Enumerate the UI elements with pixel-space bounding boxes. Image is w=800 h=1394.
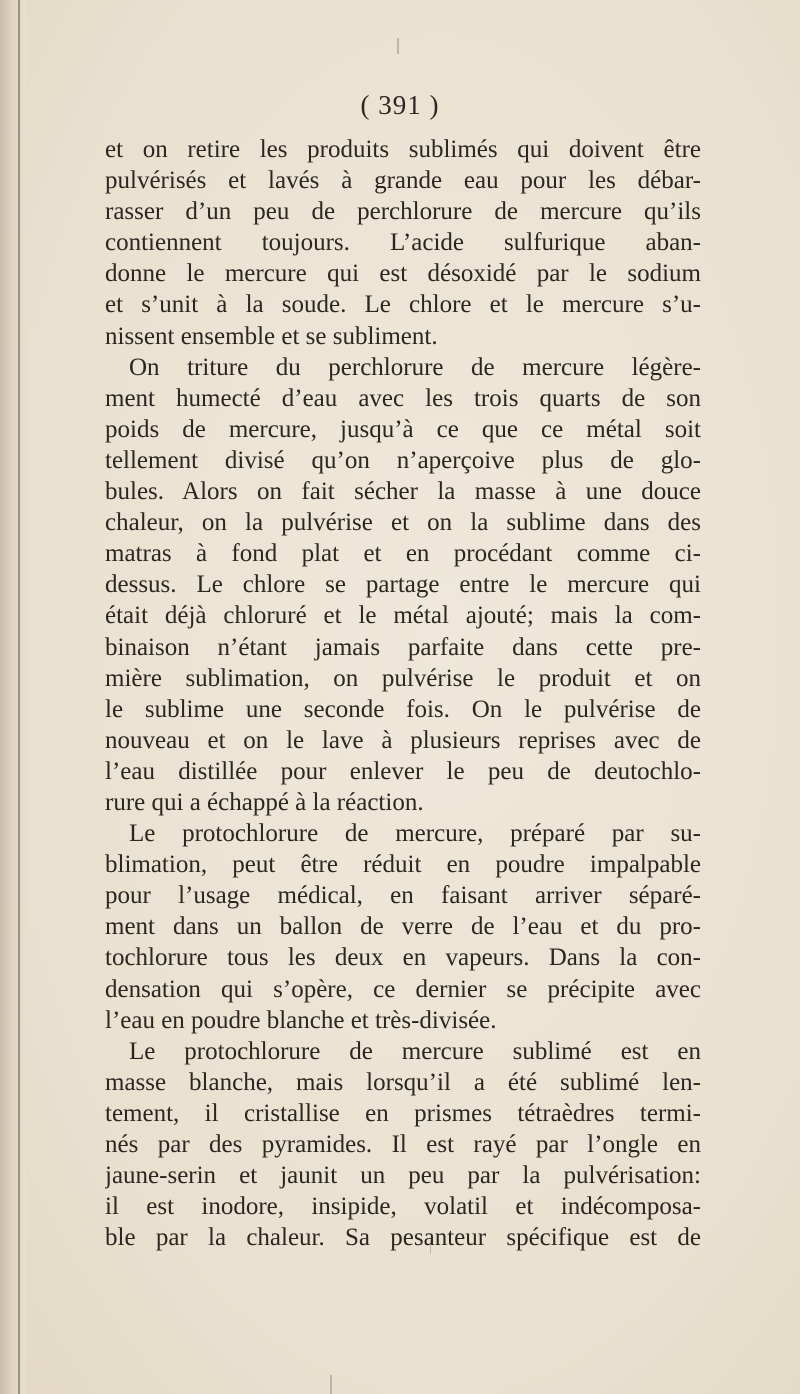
text-line: bules. Alors on fait sécher la masse à une douce: [105, 478, 701, 506]
text-line: matras à fond plat et en procédant comme ci-: [105, 540, 701, 568]
text-line: et s’unit à la soude. Le chlore et le mercure s’u-: [105, 291, 701, 319]
ink-speck: [397, 38, 399, 54]
text-line: contiennent toujours. L’acide sulfurique aban-: [105, 229, 701, 257]
text-line: rasser d’un peu de perchlorure de mercure qu’ils: [105, 198, 701, 226]
text-line: ment humecté d’eau avec les trois quarts de son: [105, 384, 701, 412]
ink-speck: [330, 1375, 332, 1394]
text-line: dessus. Le chlore se partage entre le mercure qui: [105, 571, 701, 599]
paragraph-first-line: On triture du perchlorure de mercure légère-: [129, 353, 701, 381]
text-line: nouveau et on le lave à plusieurs reprises avec de: [105, 726, 701, 754]
text-line: rure qui a échappé à la réaction.: [105, 788, 424, 816]
text-line: il est inodore, insipide, volatil et indécomposa-: [105, 1193, 701, 1221]
text-line: était déjà chloruré et le métal ajouté; mais la com-: [105, 602, 701, 630]
text-line: tellement divisé qu’on n’aperçoive plus de glo-: [105, 446, 701, 474]
text-line: et on retire les produits sublimés qui doivent être: [105, 136, 701, 163]
text-line: poids de mercure, jusqu’à ce que ce métal soit: [105, 415, 701, 443]
text-line: tochlorure tous les deux en vapeurs. Dans la con-: [105, 944, 701, 972]
text-line: pour l’usage médical, en faisant arriver séparé-: [105, 882, 701, 910]
text-line: densation qui s’opère, ce dernier se précipite avec: [105, 975, 701, 1003]
page-number: ( 391 ): [360, 90, 440, 120]
paragraph-first-line: Le protochlorure de mercure, préparé par su-: [129, 820, 701, 848]
text-line: ble par la chaleur. Sa pesanteur spécifique est de: [105, 1224, 701, 1252]
text-line: l’eau en poudre blanche et très-divisée.: [105, 1006, 497, 1034]
text-line: nés par des pyramides. Il est rayé par l’ongle en: [105, 1131, 701, 1158]
text-line: tement, il cristallise en prismes tétraèdres termi-: [105, 1099, 701, 1127]
paragraph-first-line: Le protochlorure de mercure sublimé est en: [129, 1037, 701, 1065]
text-line: l’eau distillée pour enlever le peu de deutochlo-: [105, 757, 701, 785]
text-line: pulvérisés et lavés à grande eau pour les débar-: [105, 167, 701, 195]
text-line: chaleur, on la pulvérise et on la sublime dans des: [105, 509, 701, 537]
text-line: le sublime une seconde fois. On le pulvérise de: [105, 695, 701, 723]
gutter-edge-line: [18, 0, 20, 1394]
text-line: donne le mercure qui est désoxidé par le sodium: [105, 260, 701, 288]
text-line: nissent ensemble et se subliment.: [105, 322, 438, 350]
text-line: binaison n’étant jamais parfaite dans cette pre-: [105, 633, 701, 661]
text-line: masse blanche, mais lorsqu’il a été sublimé len-: [105, 1068, 701, 1096]
page-gutter: [0, 0, 26, 1394]
text-line: blimation, peut être réduit en poudre impalpable: [105, 851, 701, 879]
text-line: mière sublimation, on pulvérise le produit et on: [105, 664, 701, 692]
text-line: jaune-serin et jaunit un peu par la pulvérisation:: [105, 1162, 701, 1190]
text-line: ment dans un ballon de verre de l’eau et du pro-: [105, 913, 701, 941]
body-text: [105, 134, 701, 1253]
